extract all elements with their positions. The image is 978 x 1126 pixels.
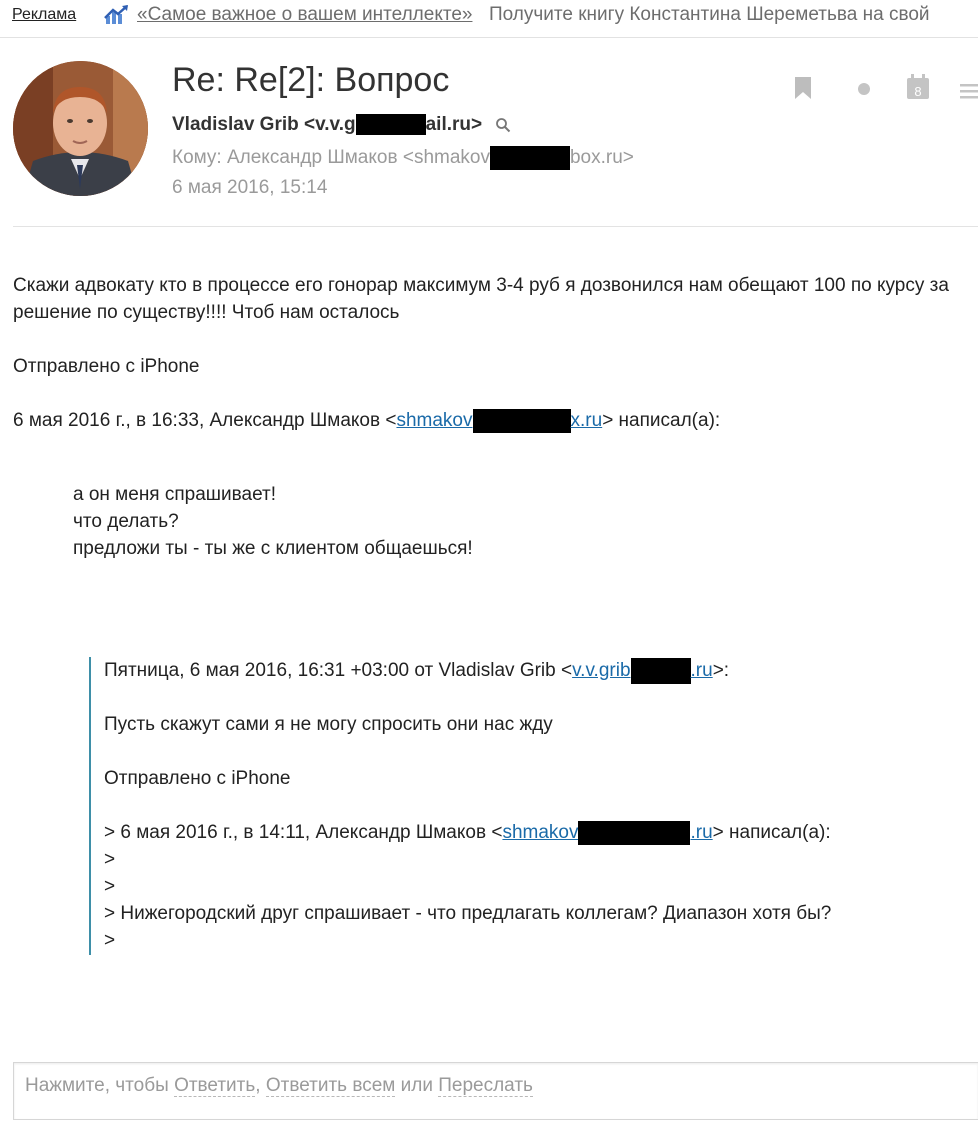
reply-all-button[interactable]: Ответить всем	[265, 1075, 396, 1096]
ad-bar	[0, 0, 978, 38]
reply-button[interactable]: Ответить	[174, 1075, 256, 1096]
quote-line: > Нижегородский друг спрашивает - что предлагать коллегам? Диапазон хотя бы?	[104, 903, 832, 924]
sender-email-start[interactable]: <v.v.g	[304, 114, 356, 135]
recipient-line	[172, 146, 634, 170]
email-link-start[interactable]: shmakov	[502, 822, 579, 843]
recipient-email-end[interactable]: box.ru>	[569, 147, 634, 169]
message-date: 6 мая 2016, 15:14	[172, 177, 328, 198]
calendar-icon-shape	[906, 74, 930, 100]
unread-dot-icon[interactable]	[857, 82, 871, 96]
menu-icon[interactable]	[960, 82, 978, 100]
quote-header-suffix: >:	[712, 660, 730, 681]
search-icon[interactable]	[495, 117, 511, 133]
email-link-end[interactable]: .ru	[690, 822, 713, 843]
redaction-bar	[631, 658, 691, 684]
email-link[interactable]	[502, 822, 712, 843]
redaction-bar	[473, 409, 571, 433]
reply-or: или	[395, 1075, 439, 1096]
quote-attribution	[13, 407, 720, 434]
bookmark-icon[interactable]	[793, 76, 813, 100]
message-subject: Re: Re[2]: Вопрос	[172, 61, 450, 99]
wrote-prefix: 6 мая 2016 г., в 16:33, Александр Шмаков <	[13, 410, 397, 431]
email-link-start[interactable]: v.v.grib	[572, 660, 631, 681]
quote-attribution	[104, 819, 831, 846]
quote-line: >	[104, 930, 116, 951]
redaction-bar	[578, 821, 690, 845]
email-link-end[interactable]: x.ru	[570, 410, 603, 431]
email-link-start[interactable]: shmakov	[396, 410, 473, 431]
quote-line: предложи ты - ты же с клиентом общаешься!	[73, 538, 473, 559]
recipient-name[interactable]: Александр Шмаков	[226, 147, 398, 169]
quote-header	[104, 657, 729, 684]
reply-separator: ,	[255, 1075, 266, 1096]
quote-header-prefix: Пятница, 6 мая 2016, 16:31 +03:00 от Vladislav Grib <	[104, 660, 573, 681]
body-signature: Отправлено с iPhone	[13, 356, 200, 377]
sender-name[interactable]: Vladislav Grib	[172, 114, 299, 135]
reply-prefix: Нажмите, чтобы	[25, 1075, 175, 1096]
recipient-label: Кому:	[172, 147, 222, 169]
avatar-image	[13, 61, 148, 196]
quote-line: >	[104, 876, 116, 897]
calendar-day: 8	[914, 84, 922, 99]
reply-box[interactable]	[13, 1062, 978, 1120]
header-divider	[13, 226, 978, 227]
quoted-message-1	[73, 481, 473, 562]
chart-arrow-icon	[104, 4, 130, 26]
wrote-prefix: > 6 мая 2016 г., в 14:11, Александр Шмаков <	[104, 822, 503, 843]
wrote-suffix: > написал(а):	[602, 410, 721, 431]
quote-signature: Отправлено с iPhone	[104, 768, 291, 789]
quote-line: Пусть скажут сами я не могу спросить они нас жду	[104, 714, 553, 735]
body-paragraph: Скажи адвокату кто в процессе его гонорар максимум 3-4 руб я дозвонился нам обещают 100 по курсу за решение по существу!!!! Чтоб нам осталось	[13, 275, 955, 323]
forward-button[interactable]: Переслать	[438, 1075, 533, 1096]
sender-line	[172, 113, 511, 137]
sender-email-end[interactable]: ail.ru>	[425, 114, 483, 135]
quote-line: что делать?	[73, 511, 179, 532]
wrote-suffix: > написал(а):	[712, 822, 831, 843]
quoted-message-2	[89, 657, 969, 955]
ad-label[interactable]: Реклама	[12, 6, 77, 23]
redaction-bar	[356, 114, 426, 135]
email-link[interactable]	[396, 410, 602, 431]
sender-avatar[interactable]	[13, 61, 148, 196]
quote-line: >	[104, 849, 116, 870]
quote-line: а он меня спрашивает!	[73, 484, 277, 505]
ad-text[interactable]: Получите книгу Константина Шереметьва на свой	[489, 4, 930, 25]
calendar-icon[interactable]	[906, 74, 930, 100]
recipient-email-start[interactable]: <shmakov	[402, 147, 490, 169]
ad-link[interactable]: «Самое важное о вашем интеллекте»	[137, 4, 473, 25]
redaction-bar	[490, 146, 570, 170]
email-link[interactable]	[572, 660, 713, 681]
email-link-end[interactable]: .ru	[690, 660, 713, 681]
